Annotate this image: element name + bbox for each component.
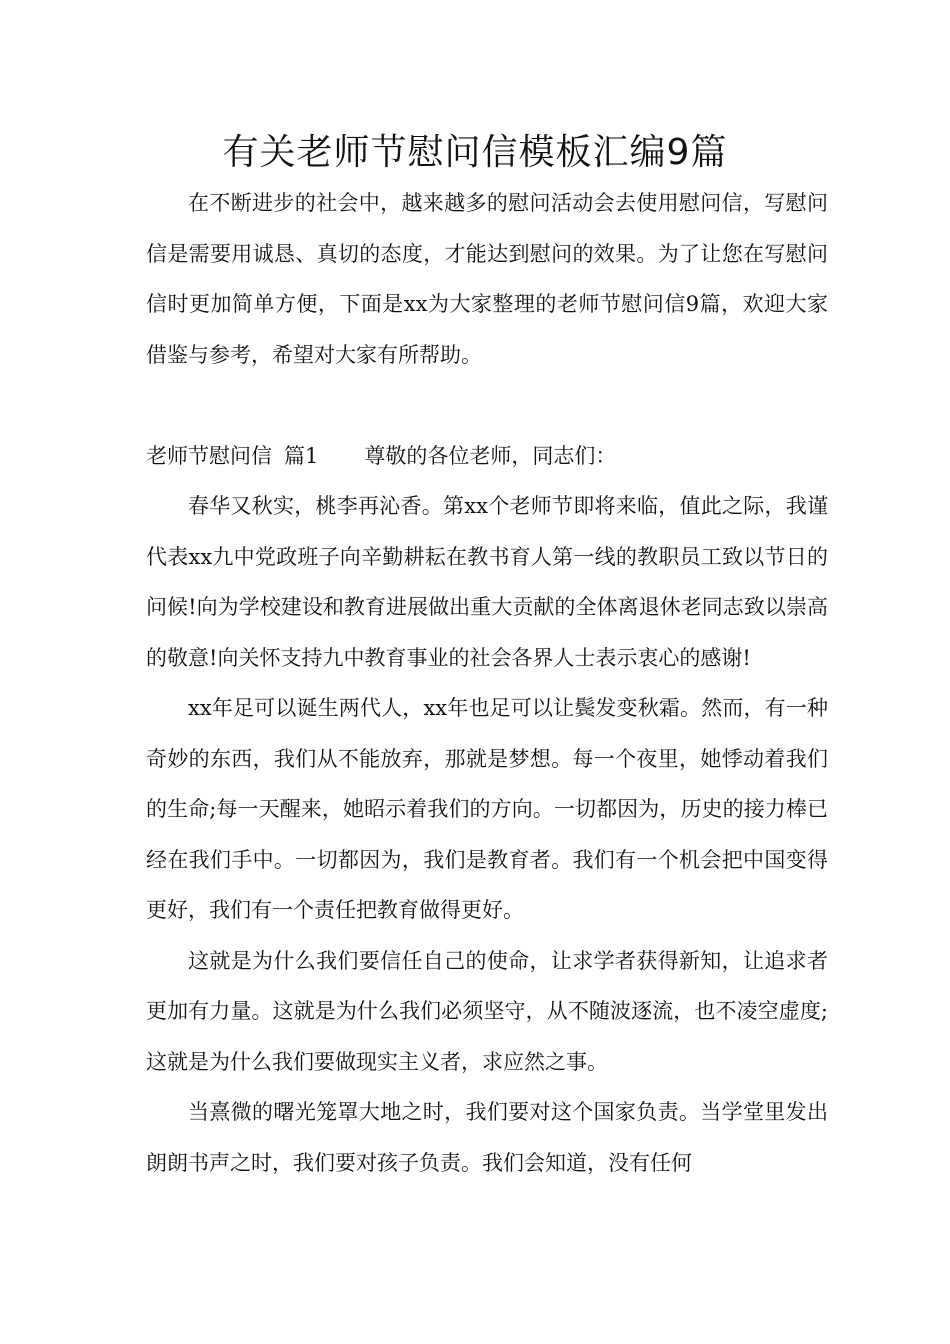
salutation: 尊敬的各位老师，同志们：	[364, 443, 617, 468]
document-body	[146, 178, 828, 1188]
body-paragraph-3: 这就是为什么我们要信任自己的使命，让求学者获得新知，让追求者更加有力量。这就是为什么我们必须坚守，从不随波逐流，也不凌空虚度;这就是为什么我们要做现实主义者，求应然之事。	[146, 948, 828, 1074]
body-paragraph-2: xx年足可以诞生两代人，xx年也足可以让鬓发变秋霜。然而，有一种奇妙的东西，我们从不能放弃，那就是梦想。每一个夜里，她悸动着我们的生命;每一天醒来，她昭示着我们的方向。一切都因为，历史的接力棒已经在我们手中。一切都因为，我们是教育者。我们有一个机会把中国变得更好，我们有一个责任把教育做得更好。	[146, 696, 828, 922]
section-number: 篇1	[284, 443, 319, 468]
document-title: 有关老师节慰问信模板汇编9篇	[222, 132, 728, 173]
intro-paragraph: 在不断进步的社会中，越来越多的慰问活动会去使用慰问信，写慰问信是需要用诚恳、真切的态度，才能达到慰问的效果。为了让您在写慰问信时更加简单方便，下面是xx为大家整理的老师节慰问信9篇，欢迎大家借鉴与参考，希望对大家有所帮助。	[146, 191, 828, 367]
body-paragraph-1: 春华又秋实，桃李再沁香。第xx个老师节即将来临，值此之际，我谨代表xx九中党政班子向辛勤耕耘在教书育人第一线的教职员工致以节日的问候!向为学校建设和教育进展做出重大贡献的全体离退休老同志致以崇高的敬意!向关怀支持九中教育事业的社会各界人士表示衷心的感谢!	[146, 494, 828, 670]
paragraph-gap	[146, 380, 828, 431]
section-name: 老师节慰问信	[146, 443, 272, 468]
section-heading	[146, 431, 828, 482]
body-paragraph-4: 当熹微的曙光笼罩大地之时，我们要对这个国家负责。当学堂里发出朗朗书声之时，我们要对孩子负责。我们会知道，没有任何	[146, 1100, 828, 1175]
